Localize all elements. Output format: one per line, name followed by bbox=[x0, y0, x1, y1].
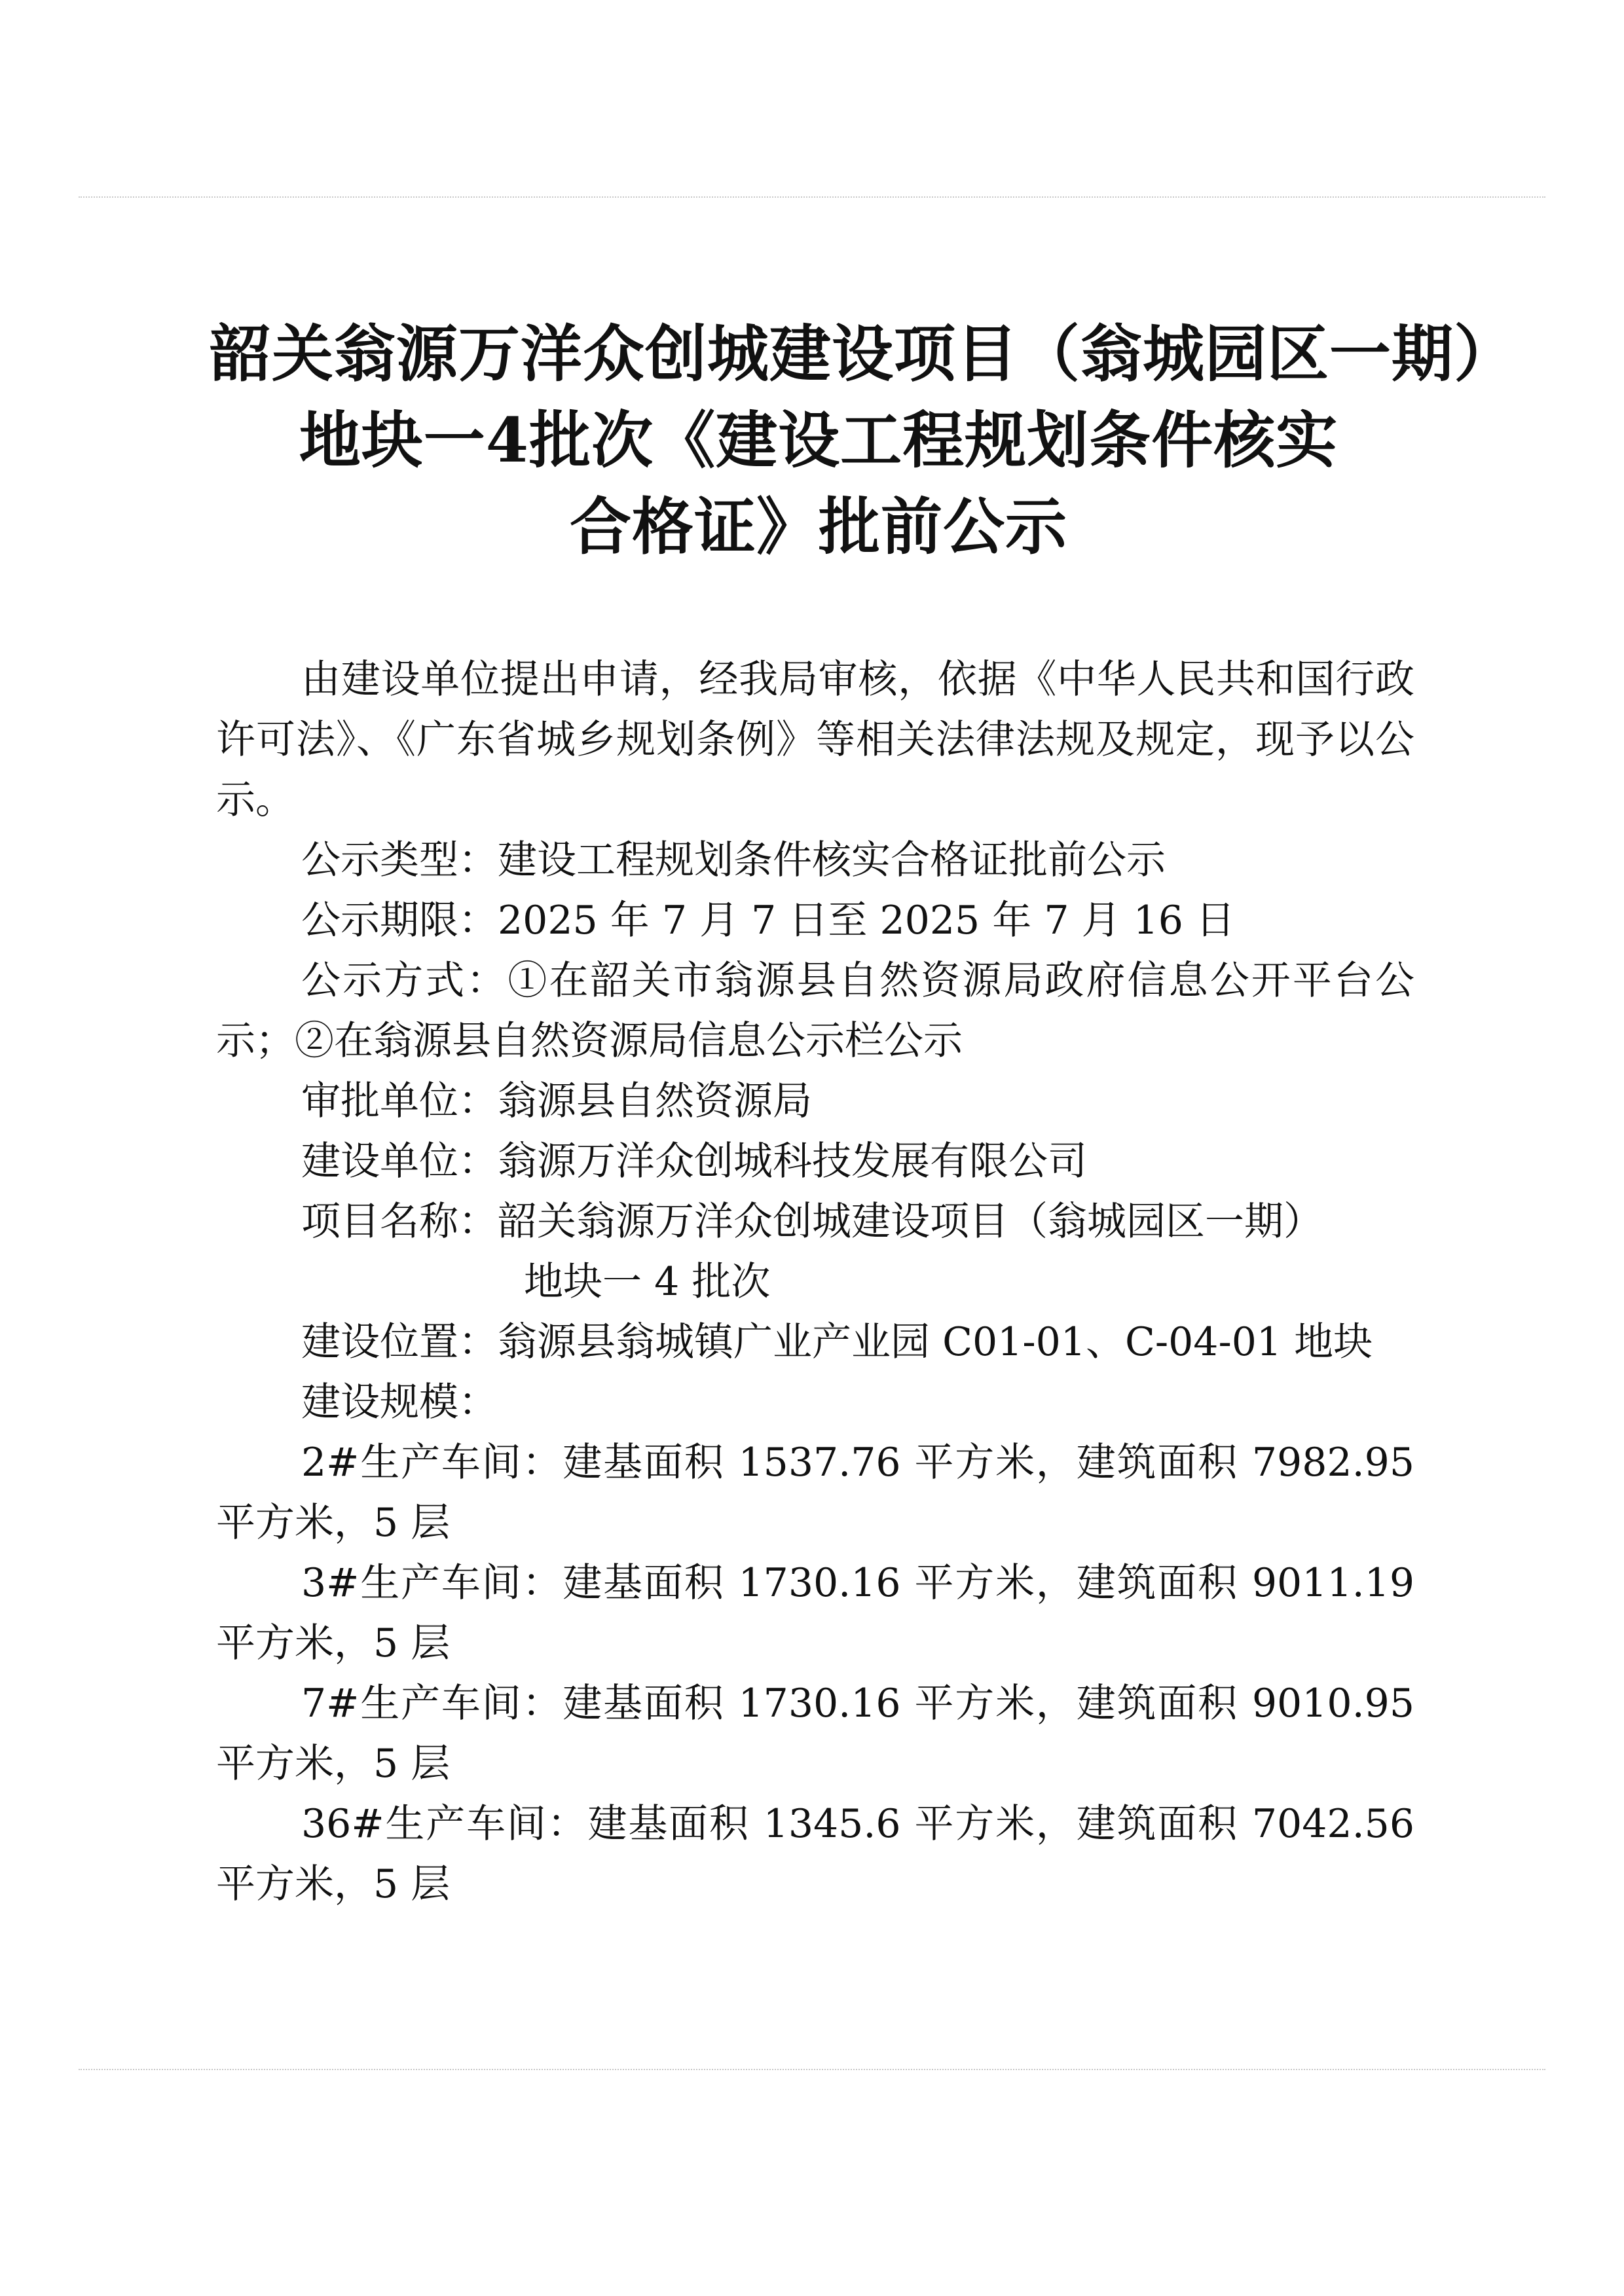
building-spec: 7#生产车间：建基面积 1730.16 平方米，建筑面积 9010.95 平方米，5 层 bbox=[216, 1681, 1414, 1787]
field-location bbox=[216, 1312, 1414, 1372]
field-project-label: 项目名称： bbox=[301, 1199, 498, 1245]
title-line-2: 地块一4批次《建设工程规划条件核实 bbox=[299, 405, 1338, 477]
field-approver-value: 翁源县自然资源局 bbox=[498, 1078, 812, 1124]
intro-paragraph: 由建设单位提出申请，经我局审核，依据《中华人民共和国行政许可法》、《广东省城乡规划条例》等相关法律法规及规定，现予以公示。 bbox=[216, 657, 1414, 823]
field-scale bbox=[216, 1372, 1414, 1432]
field-approver-label: 审批单位： bbox=[301, 1078, 498, 1124]
field-method bbox=[216, 951, 1414, 1071]
document-title bbox=[210, 311, 1517, 570]
field-method-label: 公示方式： bbox=[301, 958, 508, 1004]
field-period-label: 公示期限： bbox=[301, 898, 498, 943]
field-location-value: 翁源县翁城镇广业产业园 C01-01、C-04-01 地块 bbox=[498, 1319, 1373, 1365]
title-line-3: 合格证》批前公示 bbox=[569, 491, 1067, 563]
field-approver bbox=[216, 1071, 1414, 1131]
field-project-value-1: 韶关翁源万洋众创城建设项目（翁城园区一期） bbox=[498, 1199, 1323, 1245]
field-method-value: ①在韶关市翁源县自然资源局政府信息公开平台公示；②在翁源县自然资源局信息公示栏公示 bbox=[216, 958, 1415, 1064]
field-type-label: 公示类型： bbox=[301, 837, 498, 883]
field-builder-value: 翁源万洋众创城科技发展有限公司 bbox=[498, 1139, 1087, 1184]
field-type bbox=[216, 830, 1414, 890]
building-spec: 36#生产车间：建基面积 1345.6 平方米，建筑面积 7042.56 平方米，5 层 bbox=[216, 1801, 1414, 1907]
field-period bbox=[216, 890, 1414, 951]
title-line-1: 韶关翁源万洋众创城建设项目（翁城园区一期） bbox=[210, 318, 1517, 390]
field-type-value: 建设工程规划条件核实合格证批前公示 bbox=[498, 837, 1166, 883]
field-project bbox=[216, 1192, 1414, 1252]
field-location-label: 建设位置： bbox=[301, 1319, 498, 1365]
field-scale-label: 建设规模： bbox=[301, 1379, 498, 1425]
field-project-value-2: 地块一 4 批次 bbox=[524, 1259, 771, 1305]
field-builder-label: 建设单位： bbox=[301, 1139, 498, 1184]
building-spec: 2#生产车间：建基面积 1537.76 平方米，建筑面积 7982.95 平方米，5 层 bbox=[216, 1440, 1414, 1546]
document-body bbox=[216, 649, 1414, 1914]
building-spec: 3#生产车间：建基面积 1730.16 平方米，建筑面积 9011.19 平方米，5 层 bbox=[216, 1560, 1414, 1666]
scan-noise-bottom bbox=[79, 2069, 1545, 2070]
field-period-value: 2025 年 7 月 7 日至 2025 年 7 月 16 日 bbox=[498, 898, 1236, 943]
field-builder bbox=[216, 1131, 1414, 1192]
scan-noise-top bbox=[79, 196, 1545, 198]
field-project-continued bbox=[216, 1252, 1414, 1312]
